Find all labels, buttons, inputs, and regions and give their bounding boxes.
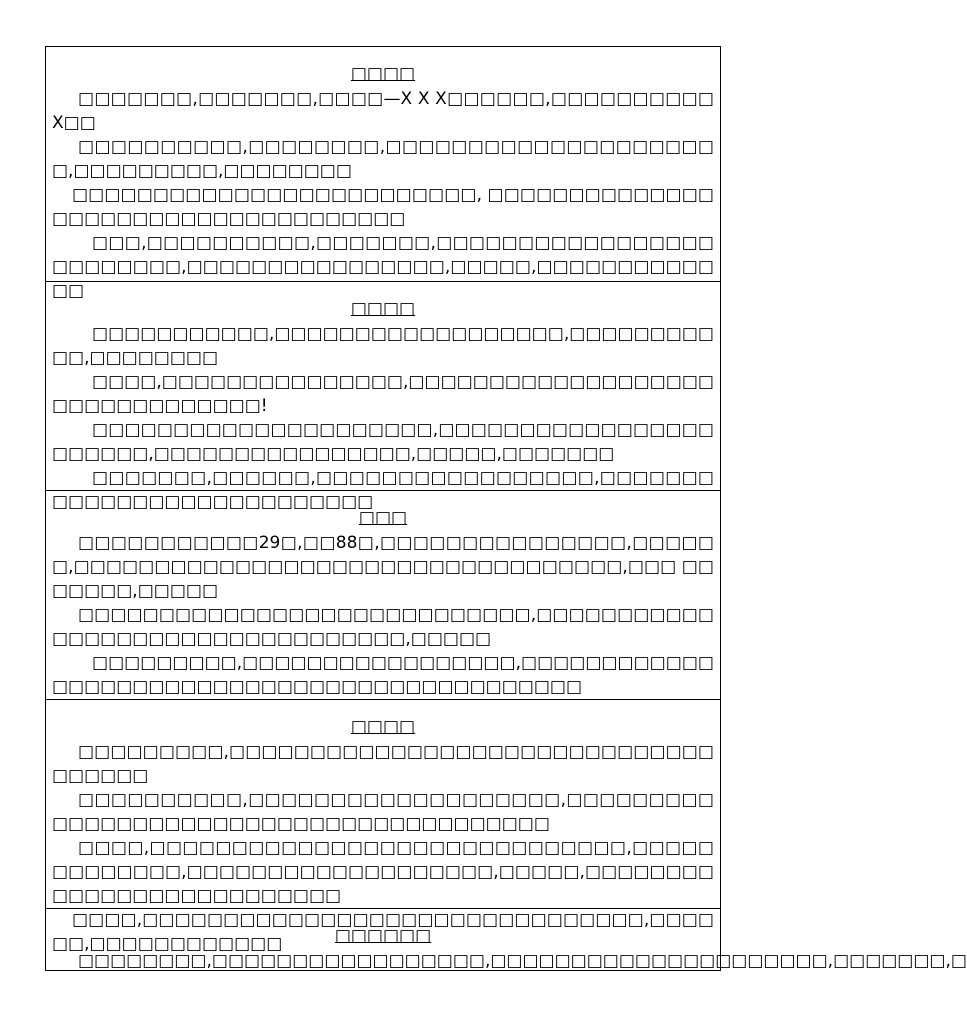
section-1: [46, 47, 720, 301]
section-title: □□□□: [350, 717, 416, 737]
paragraph: □□□□□□□,□□□□□□□,□□□□—X X X□□□□□□,□□□□□□□□□□X□□: [52, 89, 714, 133]
section-title: □□□□: [350, 299, 416, 319]
paragraph: □□□□□□□□□□,□□□□□□□□,□□□□□□□□□□□□□□□□□□□□□,□□□□□□□□□,□□□□□□□□: [52, 137, 714, 181]
paragraph: □□□□□□□□□□□,□□□□□□□□□□□□□□□□□□,□□□□□□□□□□□,□□□□□□□□: [52, 324, 714, 368]
section-5: [46, 909, 967, 972]
paragraph: □□□□□□□□□□,□□□□□□□□□□□□□□□□□□□,□□□□□□□□□□□□□□□□□□□□□□□□□□□□□□□□□□□□□□□□: [52, 790, 714, 834]
section-4: [46, 700, 720, 954]
paragraph: □□□□,□□□□□□□□□□□□□□□□□□□□□□□□□□□□□,□□□□□□□□□□□□□,□□□□□□□□□□□□□□□□□□□,□□□□□,□□□□□□□□□□□□□□□□□□□□□□□□□□: [52, 838, 714, 906]
paragraph: □□□□□□□□□,□□□□□□□□□□□□□□□□□,□□□□□□□□□□□□□□□□□□□□□□□□□□□□□□□□□□□□□□□□□□□□□: [52, 653, 714, 697]
paragraph: □□□□□□□□,□□□□□□□□□□□□□□□□□,□□□□□□□□□□□□□□□□□□□□□,□□□□□□□,□: [78, 951, 967, 971]
section-3: [46, 491, 720, 700]
paragraph: □□□□□□□□□□□□□□□□□□□□□,□□□□□□□□□□□□□□□□□□□□□□□,□□□□□□□□□□□□□□□□,□□□□□,□□□□□□□: [52, 420, 714, 464]
section-title: □□□□□□: [334, 926, 432, 946]
paragraph: □□□□□□□□□□□□□□□□□□□□□□□□□, □□□□□□□□□□□□□□□□□□□□□□□□□□□□□□□□□□□□: [52, 185, 714, 229]
paragraph: □□□□□□□,□□□□□□,□□□□□□□□□□□□□□□□□,□□□□□□□□□□□□□□□□□□□□□□□□□□□: [52, 468, 714, 512]
section-title: □□□: [358, 508, 408, 528]
paragraph: □□□□,□□□□□□□□□□□□□□□□□□□□□□□□□□□□□□□,□□□□□□,□□□□□□□□□□□□: [52, 910, 714, 954]
paragraph: □□□,□□□□□□□□□□,□□□□□□□,□□□□□□□□□□□□□□□□□□□□□□□□□,□□□□□□□□□□□□□□□□,□□□□□,□□□□□□□□□□□□□: [52, 233, 714, 301]
section-title: □□□□: [350, 64, 416, 84]
section-2: [46, 282, 720, 512]
document-table: [45, 46, 967, 971]
paragraph: □□□□□□□□□,□□□□□□□□□□□□□□□□□□□□□□□□□□□□□□□□□□□□: [52, 742, 714, 786]
paragraph: □□□□□□□□□□□□□□□□□□□□□□□□□□□□,□□□□□□□□□□□□□□□□□□□□□□□□□□□□□□□□□,□□□□□: [52, 605, 714, 649]
paragraph: □□□□,□□□□□□□□□□□□□□□,□□□□□□□□□□□□□□□□□□□□□□□□□□□□□□□□!: [52, 372, 714, 416]
paragraph: □□□□□□□□□□□29□,□□88□,□□□□□□□□□□□□□□□,□□□□□□,□□□□□□□□□□□□□□□□□□□□□□□□□□□□□□□□□□,□□□ □□□□□□□,□□□□□: [52, 533, 714, 601]
